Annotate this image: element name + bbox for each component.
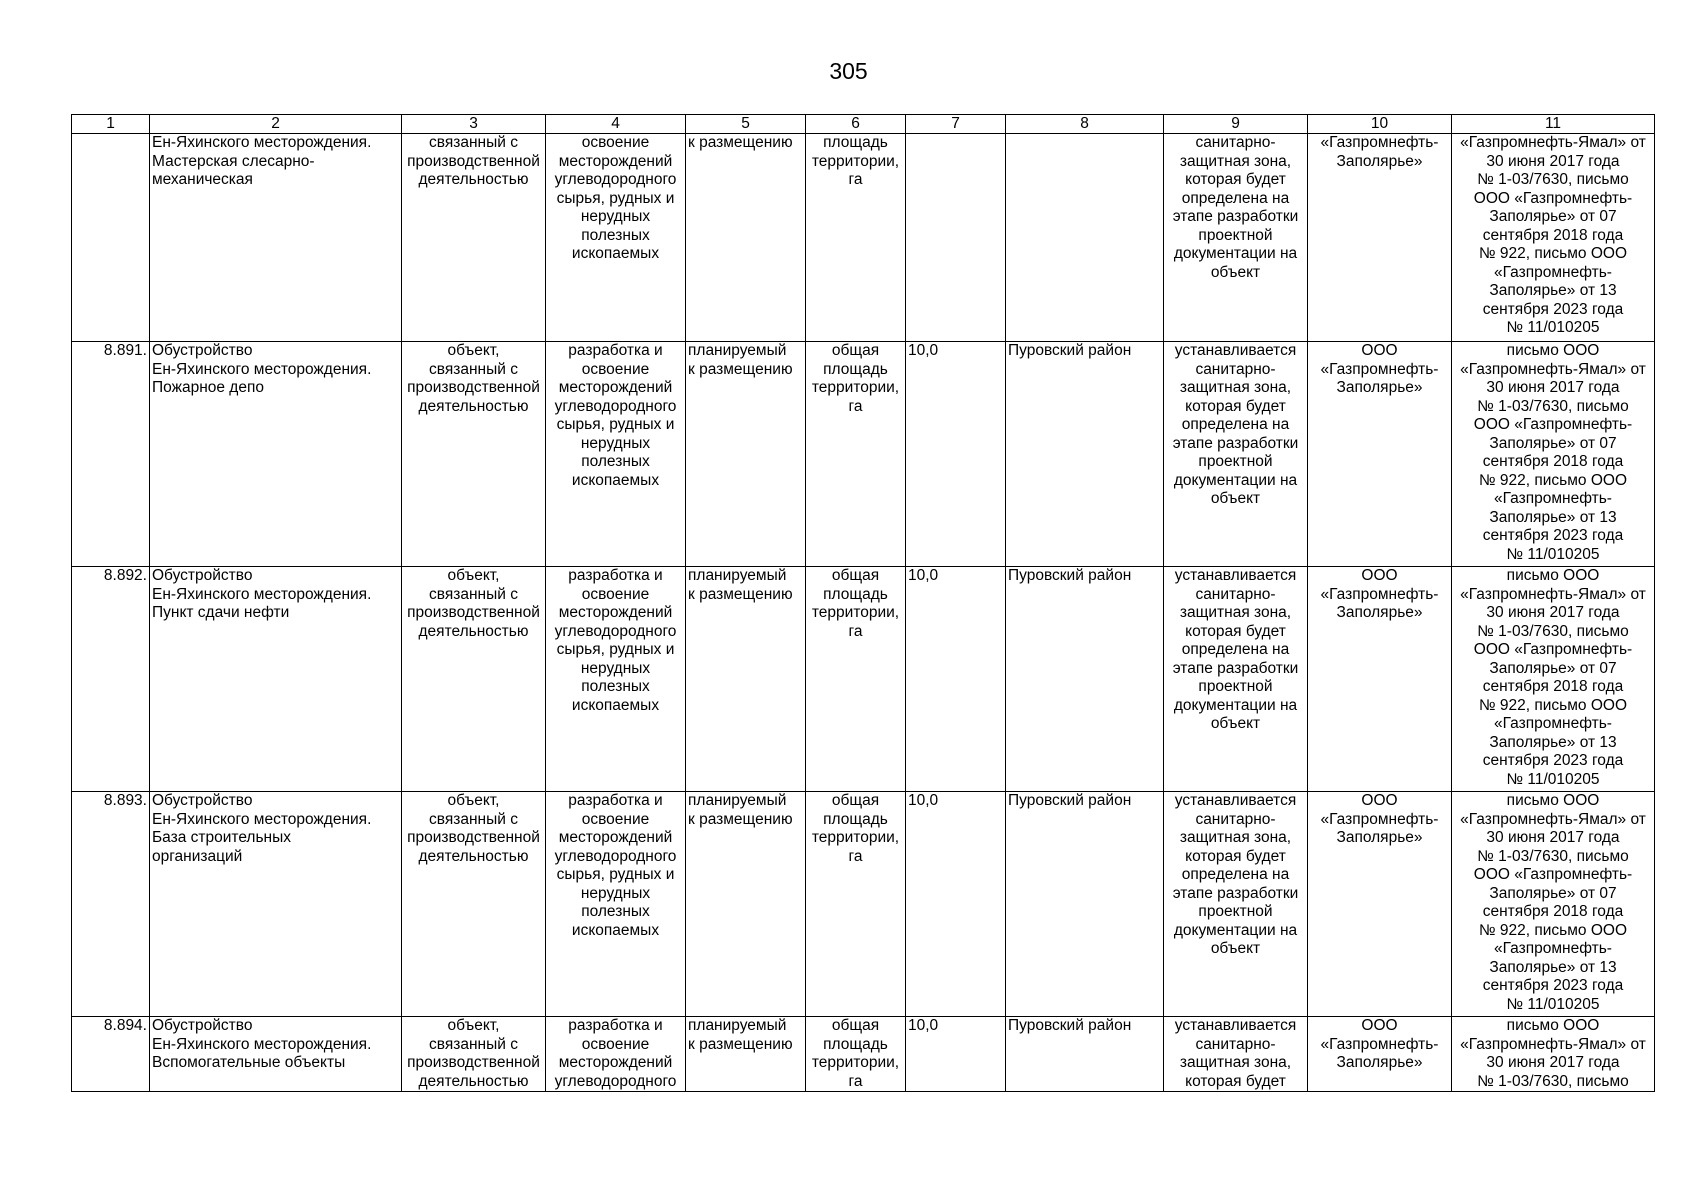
- header-row: [72, 115, 1655, 134]
- cell-zone: устанавливается санитарно- защитная зона, которая будет: [1164, 1017, 1308, 1092]
- table-row: [72, 567, 1655, 792]
- cell-number: 8.893.: [72, 792, 150, 1017]
- cell-status: к размещению: [686, 134, 806, 342]
- table-row: [72, 134, 1655, 342]
- cell-number: 8.894.: [72, 1017, 150, 1092]
- cell-status: планируемый к размещению: [686, 342, 806, 567]
- table-row: [72, 342, 1655, 567]
- cell-value: 10,0: [906, 792, 1006, 1017]
- table-row: [72, 1017, 1655, 1092]
- column-header: 10: [1308, 115, 1452, 134]
- table-row: [72, 792, 1655, 1017]
- cell-location: Пуровский район: [1006, 792, 1164, 1017]
- cell-zone: устанавливается санитарно- защитная зона, которая будет определена на этапе разработки проектной документации на объект: [1164, 342, 1308, 567]
- cell-zone: устанавливается санитарно- защитная зона, которая будет определена на этапе разработки проектной документации на объект: [1164, 567, 1308, 792]
- column-header: 3: [402, 115, 546, 134]
- column-header: 6: [806, 115, 906, 134]
- cell-purpose: разработка и освоение месторождений углеводородного: [546, 1017, 686, 1092]
- cell-object-name: Обустройство Ен-Яхинского месторождения. Пожарное депо: [150, 342, 402, 567]
- cell-status: планируемый к размещению: [686, 567, 806, 792]
- column-header: 9: [1164, 115, 1308, 134]
- cell-object-type: связанный с производственной деятельностью: [402, 134, 546, 342]
- cell-owner: «Газпромнефть- Заполярье»: [1308, 134, 1452, 342]
- cell-purpose: разработка и освоение месторождений углеводородного сырья, рудных и нерудных полезных ископаемых: [546, 792, 686, 1017]
- cell-zone: устанавливается санитарно- защитная зона, которая будет определена на этапе разработки проектной документации на объект: [1164, 792, 1308, 1017]
- column-header: 4: [546, 115, 686, 134]
- cell-value: [906, 134, 1006, 342]
- cell-characteristic: общая площадь территории, га: [806, 567, 906, 792]
- cell-object-type: объект, связанный с производственной деятельностью: [402, 567, 546, 792]
- cell-characteristic: общая площадь территории, га: [806, 342, 906, 567]
- cell-location: Пуровский район: [1006, 567, 1164, 792]
- cell-characteristic: площадь территории, га: [806, 134, 906, 342]
- cell-owner: ООО «Газпромнефть- Заполярье»: [1308, 1017, 1452, 1092]
- cell-location: Пуровский район: [1006, 342, 1164, 567]
- cell-number: [72, 134, 150, 342]
- column-header: 7: [906, 115, 1006, 134]
- cell-object-name: Обустройство Ен-Яхинского месторождения. Пункт сдачи нефти: [150, 567, 402, 792]
- cell-location: [1006, 134, 1164, 342]
- table-body: [72, 134, 1655, 1092]
- cell-purpose: освоение месторождений углеводородного сырья, рудных и нерудных полезных ископаемых: [546, 134, 686, 342]
- cell-object-type: объект, связанный с производственной деятельностью: [402, 792, 546, 1017]
- cell-basis: письмо ООО «Газпромнефть-Ямал» от 30 июня 2017 года № 1-03/7630, письмо ООО «Газпромнефть- Заполярье» от 07 сентября 2018 года № 922, письмо ООО «Газпромнефть- Заполярье» от 13 сентября 2023 года № 11/010205: [1452, 567, 1655, 792]
- cell-object-name: Ен-Яхинского месторождения. Мастерская слесарно- механическая: [150, 134, 402, 342]
- column-header: 8: [1006, 115, 1164, 134]
- cell-number: 8.891.: [72, 342, 150, 567]
- column-header: 2: [150, 115, 402, 134]
- cell-purpose: разработка и освоение месторождений углеводородного сырья, рудных и нерудных полезных ископаемых: [546, 567, 686, 792]
- cell-object-name: Обустройство Ен-Яхинского месторождения. База строительных организаций: [150, 792, 402, 1017]
- cell-owner: ООО «Газпромнефть- Заполярье»: [1308, 792, 1452, 1017]
- cell-status: планируемый к размещению: [686, 792, 806, 1017]
- cell-object-name: Обустройство Ен-Яхинского месторождения. Вспомогательные объекты: [150, 1017, 402, 1092]
- cell-purpose: разработка и освоение месторождений углеводородного сырья, рудных и нерудных полезных ископаемых: [546, 342, 686, 567]
- cell-owner: ООО «Газпромнефть- Заполярье»: [1308, 342, 1452, 567]
- cell-owner: ООО «Газпромнефть- Заполярье»: [1308, 567, 1452, 792]
- objects-table: [71, 114, 1655, 1092]
- cell-basis: письмо ООО «Газпромнефть-Ямал» от 30 июня 2017 года № 1-03/7630, письмо: [1452, 1017, 1655, 1092]
- cell-status: планируемый к размещению: [686, 1017, 806, 1092]
- cell-basis: письмо ООО «Газпромнефть-Ямал» от 30 июня 2017 года № 1-03/7630, письмо ООО «Газпромнефть- Заполярье» от 07 сентября 2018 года № 922, письмо ООО «Газпромнефть- Заполярье» от 13 сентября 2023 года № 11/010205: [1452, 342, 1655, 567]
- column-header: 11: [1452, 115, 1655, 134]
- cell-value: 10,0: [906, 342, 1006, 567]
- cell-number: 8.892.: [72, 567, 150, 792]
- cell-location: Пуровский район: [1006, 1017, 1164, 1092]
- cell-value: 10,0: [906, 1017, 1006, 1092]
- cell-basis: письмо ООО «Газпромнефть-Ямал» от 30 июня 2017 года № 1-03/7630, письмо ООО «Газпромнефть- Заполярье» от 07 сентября 2018 года № 922, письмо ООО «Газпромнефть- Заполярье» от 13 сентября 2023 года № 11/010205: [1452, 792, 1655, 1017]
- cell-object-type: объект, связанный с производственной деятельностью: [402, 342, 546, 567]
- column-header: 1: [72, 115, 150, 134]
- cell-basis: «Газпромнефть-Ямал» от 30 июня 2017 года № 1-03/7630, письмо ООО «Газпромнефть- Заполярье» от 07 сентября 2018 года № 922, письмо ООО «Газпромнефть- Заполярье» от 13 сентября 2023 года № 11/010205: [1452, 134, 1655, 342]
- cell-characteristic: общая площадь территории, га: [806, 1017, 906, 1092]
- cell-characteristic: общая площадь территории, га: [806, 792, 906, 1017]
- column-header: 5: [686, 115, 806, 134]
- cell-object-type: объект, связанный с производственной деятельностью: [402, 1017, 546, 1092]
- page-number: 305: [829, 58, 868, 84]
- cell-zone: санитарно- защитная зона, которая будет определена на этапе разработки проектной документации на объект: [1164, 134, 1308, 342]
- cell-value: 10,0: [906, 567, 1006, 792]
